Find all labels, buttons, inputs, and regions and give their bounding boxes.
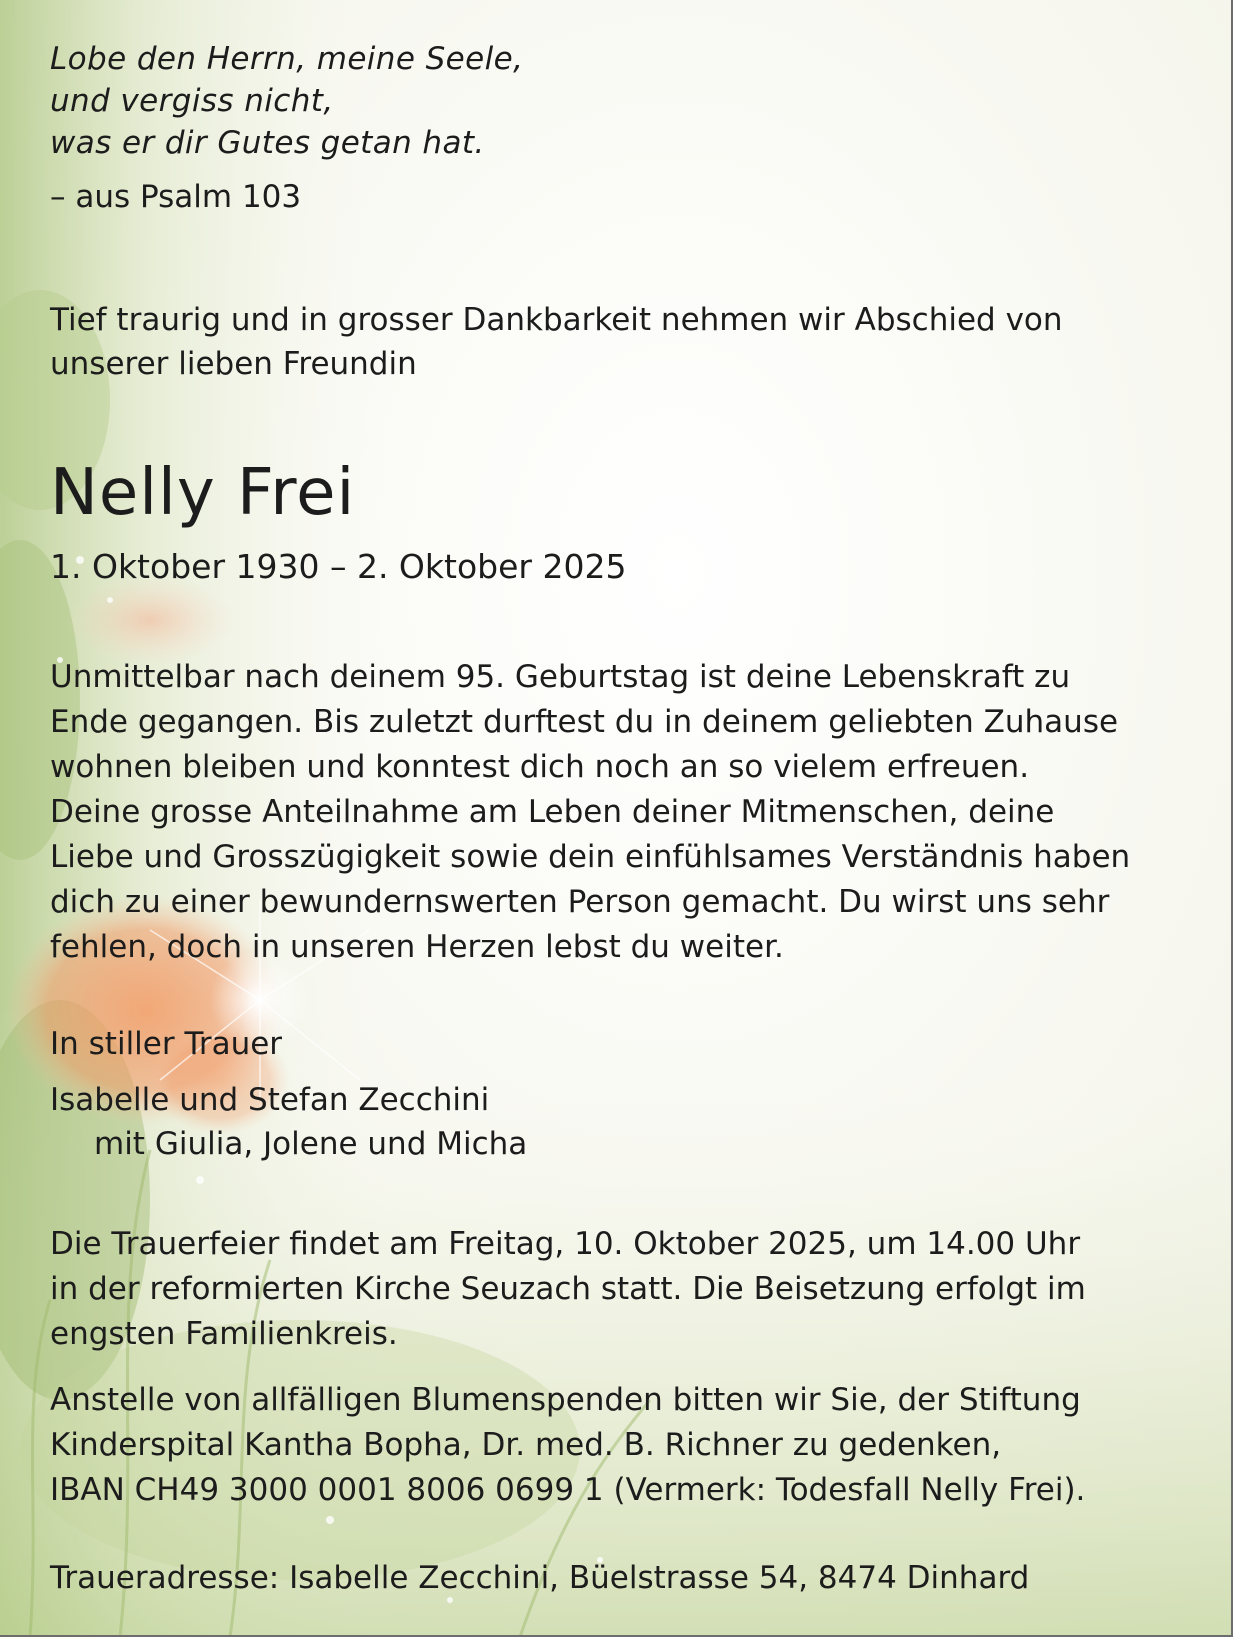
verse-line: was er dir Gutes getan hat. [50,125,485,161]
intro-line: Tief traurig und in grosser Dankbarkeit nehmen wir Abschied von [50,302,1063,338]
donation-line: Anstelle von allfälligen Blumenspenden bitten wir Sie, der Stiftung [50,1382,1081,1418]
verse-source: – aus Psalm 103 [50,179,302,215]
tribute-line: Unmittelbar nach deinem 95. Geburtstag ist deine Lebenskraft zu [50,659,1071,695]
intro-paragraph [50,298,1160,386]
donation-line: IBAN CH49 3000 0001 8006 0699 1 (Vermerk: Todesfall Nelly Frei). [50,1472,1086,1508]
ceremony-line: Die Trauerfeier findet am Freitag, 10. Oktober 2025, um 14.00 Uhr [50,1226,1081,1262]
ceremony-line: in der reformierten Kirche Seuzach statt. Die Beisetzung erfolgt im [50,1271,1086,1307]
tribute-paragraph [50,655,1190,970]
mourner-family: Isabelle und Stefan Zecchini [50,1082,490,1118]
deceased-name: Nelly Frei [50,456,356,530]
mourner-children: mit Giulia, Jolene und Micha [94,1126,528,1162]
donation-paragraph [50,1378,1190,1513]
tribute-line: wohnen bleiben und konntest dich noch an so vielem erfreuen. [50,749,1030,785]
verse-line: und vergiss nicht, [50,83,334,119]
ceremony-line: engsten Familienkreis. [50,1316,398,1352]
bible-verse [50,38,523,164]
tribute-line: Liebe und Grosszügigkeit sowie dein einfühlsames Verständnis haben [50,839,1131,875]
intro-line: unserer lieben Freundin [50,346,417,382]
mourning-heading: In stiller Trauer [50,1026,283,1062]
tribute-line: fehlen, doch in unseren Herzen lebst du weiter. [50,929,784,965]
donation-line: Kinderspital Kantha Bopha, Dr. med. B. Richner zu gedenken, [50,1427,1002,1463]
tribute-line: Deine grosse Anteilnahme am Leben deiner Mitmenschen, deine [50,794,1055,830]
ceremony-paragraph [50,1222,1190,1357]
verse-line: Lobe den Herrn, meine Seele, [50,41,524,77]
mourning-address: Traueradresse: Isabelle Zecchini, Büelstrasse 54, 8474 Dinhard [50,1560,1030,1596]
tribute-line: dich zu einer bewundernswerten Person gemacht. Du wirst uns sehr [50,884,1110,920]
life-dates: 1. Oktober 1930 – 2. Oktober 2025 [50,547,627,586]
tribute-line: Ende gegangen. Bis zuletzt durftest du in deinem geliebten Zuhause [50,704,1119,740]
